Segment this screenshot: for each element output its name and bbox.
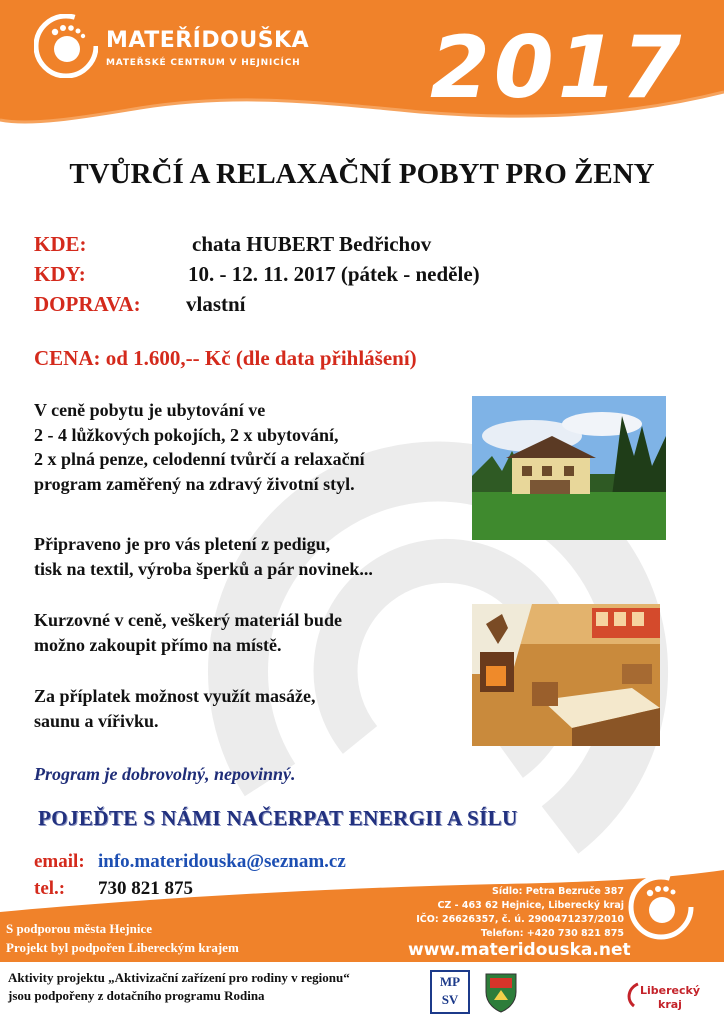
address-line: Sídlo: Petra Bezruče 387: [491, 886, 624, 897]
website-link[interactable]: www.materidouska.net: [408, 940, 631, 960]
detail-label: DOPRAVA:: [34, 292, 141, 316]
footer-logo-icon: [626, 872, 696, 942]
slogan: POJEĎTE S NÁMI NAČERPAT ENERGII A SÍLU: [38, 806, 518, 830]
address-line: CZ - 463 62 Hejnice, Liberecký kraj: [437, 900, 624, 911]
email-link[interactable]: info.materidouska@seznam.cz: [98, 851, 346, 872]
price-line: CENA: od 1.600,-- Kč (dle data přihlášení): [34, 346, 417, 370]
liberecky-kraj-text-2: kraj: [658, 998, 682, 1011]
mpsv-logo: [430, 970, 470, 1014]
detail-row-kde: [34, 232, 432, 257]
detail-value: chata HUBERT Bedřichov: [192, 232, 432, 256]
email-label: email:: [34, 851, 85, 872]
hejnice-crest-icon: [484, 970, 518, 1014]
project-line-1: Aktivity projektu „Aktivizační zařízení pro rodiny v regionu“: [8, 970, 350, 985]
liberecky-kraj-text-1: Liberecký: [640, 984, 701, 997]
tel-label: tel.:: [34, 878, 66, 899]
detail-label: KDY:: [34, 262, 86, 286]
detail-value: vlastní: [186, 292, 246, 316]
detail-value: 10. - 12. 11. 2017 (pátek - neděle): [188, 262, 480, 286]
detail-row-doprava: [34, 292, 246, 317]
project-line-2: jsou podpořeny z dotačního programu Rodina: [8, 988, 265, 1003]
logo-name: MATEŘÍDOUŠKA: [106, 28, 310, 53]
detail-row-kdy: [34, 262, 480, 287]
paragraph-materials: Kurzovné v ceně, veškerý materiál bude možno zakoupit přímo na místě.: [34, 610, 342, 655]
paragraph-activities: Připraveno je pro vás pletení z pedigu, tisk na textil, výroba šperků a pár novinek...: [34, 534, 373, 579]
logo-icon: [34, 14, 98, 78]
address-line: Telefon: +420 730 821 875: [480, 928, 624, 939]
paragraph-extras: Za příplatek možnost využít masáže, saunu a vířivku.: [34, 686, 316, 731]
paragraph-accommodation: V ceně pobytu je ubytování ve 2 - 4 lůžkových pokojích, 2 x ubytování, 2 x plná penze, celodenní tvůrčí a relaxační program zaměřený na zdravý životní styl.: [34, 400, 365, 494]
mpsv-logo-bottom: SV: [441, 992, 459, 1007]
logo-subtitle: MATEŘSKÉ CENTRUM V HEJNICÍCH: [106, 58, 301, 68]
program-note: Program je dobrovolný, nepovinný.: [34, 764, 296, 784]
detail-label: KDE:: [34, 232, 87, 256]
page-title: TVŮRČÍ A RELAXAČNÍ POBYT PRO ŽENY: [69, 158, 655, 190]
support-region: Projekt byl podpořen Libereckým krajem: [6, 940, 239, 955]
support-city: S podporou města Hejnice: [6, 921, 153, 936]
address-line: IČO: 26626357, č. ú. 2900471237/2010: [416, 914, 624, 925]
liberecky-kraj-logo: [624, 978, 701, 1018]
year-title: 2017: [430, 18, 686, 118]
chalet-exterior-photo: [472, 396, 666, 540]
tel-number: 730 821 875: [98, 878, 193, 899]
mpsv-logo-top: MP: [439, 974, 461, 989]
chalet-interior-photo: [472, 604, 660, 746]
